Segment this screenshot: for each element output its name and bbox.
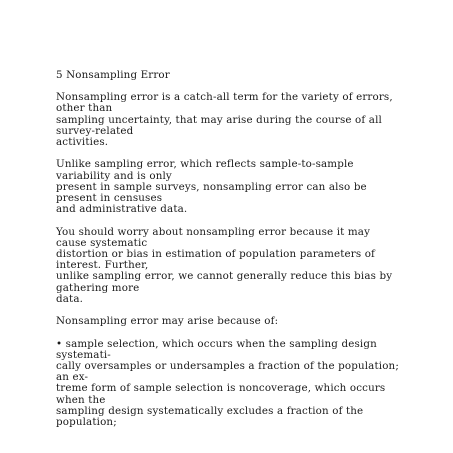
text-line: an ex-	[56, 371, 89, 384]
text-line: treme form of sample selection is noncoverage, which occurs	[56, 382, 386, 395]
text-line: sampling design systematically excludes a fraction of the	[56, 404, 364, 417]
text-line: survey-related	[56, 124, 134, 137]
text-line: present in censuses	[56, 192, 163, 205]
text-line: sampling uncertainty, that may arise during the course of all	[56, 113, 382, 126]
paragraph-causes-intro	[56, 316, 401, 327]
text-line: when the	[56, 393, 106, 406]
text-line: You should worry about nonsampling error because it may	[56, 225, 371, 238]
text-line: distortion or bias in estimation of population parameters of	[56, 248, 376, 261]
text-line: present in sample surveys, nonsampling error can also be	[56, 180, 367, 193]
bullet-sample-selection	[56, 339, 401, 429]
text-line: • sample selection, which occurs when the sampling design	[56, 337, 377, 350]
text-line: cause systematic	[56, 236, 148, 249]
text-line: cally oversamples or undersamples a fraction of the population;	[56, 360, 399, 373]
paragraph-intro	[56, 92, 401, 148]
section-heading: 5 Nonsampling Error	[56, 69, 170, 81]
text-line: Unlike sampling error, which reflects sample-to-sample	[56, 158, 354, 171]
text-line: and administrative data.	[56, 203, 188, 216]
text-line: Nonsampling error may arise because of:	[56, 315, 279, 328]
paragraph-why-worry	[56, 227, 401, 305]
document-page	[56, 70, 401, 439]
paragraph-sampling-contrast	[56, 159, 401, 215]
text-line: variability and is only	[56, 169, 172, 182]
text-line: activities.	[56, 136, 109, 149]
text-line: gathering more	[56, 281, 140, 294]
text-line: population;	[56, 416, 117, 429]
text-line: Nonsampling error is a catch-all term for the variety of errors,	[56, 91, 393, 104]
text-line: data.	[56, 292, 84, 305]
text-line: other than	[56, 102, 113, 115]
text-line: unlike sampling error, we cannot generally reduce this bias by	[56, 270, 393, 283]
text-line: interest. Further,	[56, 259, 149, 272]
text-line: systemati-	[56, 348, 111, 361]
